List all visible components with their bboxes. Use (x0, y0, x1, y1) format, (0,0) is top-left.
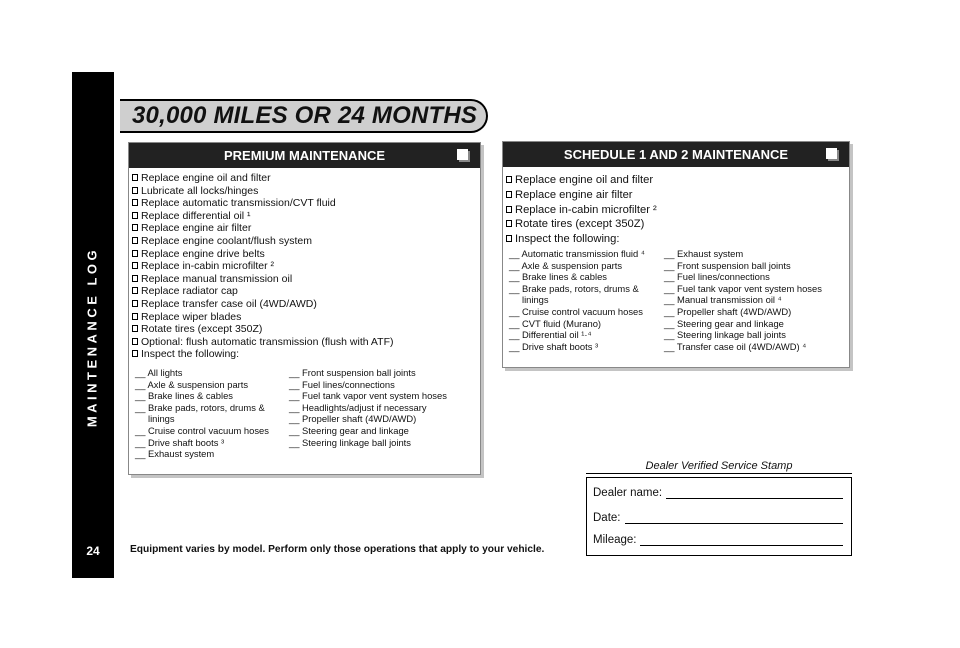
inspect-item: __ Steering linkage ball joints (664, 329, 786, 341)
checkbox-icon[interactable] (132, 237, 138, 244)
premium-header-text: PREMIUM MAINTENANCE (223, 148, 386, 163)
date-field[interactable] (593, 511, 843, 524)
task-item (506, 232, 657, 247)
task-label: Replace engine air filter (141, 222, 252, 235)
checkbox-icon[interactable] (132, 212, 138, 219)
inspect-item: __ Headlights/adjust if necessary (289, 401, 427, 413)
inspect-item: __ Brake lines & cables (509, 271, 607, 283)
task-item (132, 285, 393, 298)
premium-inspect-right (289, 367, 447, 448)
task-label: Replace wiper blades (141, 310, 242, 323)
inspect-item: __ Propeller shaft (4WD/AWD) (289, 413, 417, 425)
dealer-name-label: Dealer name: (593, 487, 663, 499)
checkbox-icon[interactable] (132, 187, 138, 194)
task-item (132, 185, 393, 198)
schedule-header (503, 142, 849, 167)
task-label: Replace in-cabin microfilter ² (141, 260, 275, 273)
task-label: Replace engine oil and filter (141, 172, 271, 184)
task-item (132, 235, 393, 248)
stamp-title: Dealer Verified Service Stamp (645, 460, 793, 472)
inspect-item: __ Exhaust system (664, 248, 744, 259)
checkbox-icon[interactable] (506, 235, 512, 242)
premium-inspect-left (135, 367, 269, 460)
inspect-item: __ Drive shaft boots ³ (135, 436, 225, 448)
task-label: Lubricate all locks/hinges (141, 184, 259, 197)
task-item (506, 203, 657, 218)
sidebar-title: MAINTENANCE LOG (84, 246, 100, 428)
task-item (132, 323, 393, 336)
checkbox-icon[interactable] (132, 325, 138, 332)
task-item (132, 248, 393, 261)
task-item (132, 273, 393, 286)
checkbox-icon[interactable] (132, 313, 138, 320)
date-line[interactable] (625, 511, 844, 524)
task-label: Replace engine coolant/flush system (141, 234, 313, 247)
checkbox-icon (826, 148, 837, 159)
inspect-item: __ Cruise control vacuum hoses (509, 305, 643, 317)
task-label: Replace radiator cap (141, 285, 238, 298)
task-label: Replace engine drive belts (141, 247, 265, 260)
task-label: Replace manual transmission oil (141, 272, 293, 285)
inspect-item: __ Front suspension ball joints (664, 259, 791, 271)
inspect-item: __ Transfer case oil (4WD/AWD) ⁴ (664, 340, 807, 352)
premium-header (129, 143, 480, 168)
inspect-item: linings (148, 413, 175, 425)
checkbox-icon[interactable] (132, 174, 138, 181)
inspect-item: __ Front suspension ball joints (289, 367, 416, 378)
task-label: Inspect the following: (141, 348, 240, 361)
inspect-item: __ Fuel tank vapor vent system hoses (289, 390, 447, 402)
task-label: Optional: flush automatic transmission (flush with ATF) (141, 335, 394, 348)
task-item (132, 348, 393, 361)
checkbox-icon[interactable] (132, 224, 138, 231)
page-number: 24 (86, 544, 100, 558)
schedule-inspect-right (664, 248, 822, 352)
inspect-item: __ Brake lines & cables (135, 390, 233, 402)
checkbox-icon[interactable] (132, 275, 138, 282)
task-item (132, 336, 393, 349)
inspect-item: __ Automatic transmission fluid ⁴ (509, 248, 645, 259)
inspect-item: __ Differential oil ¹·⁴ (509, 329, 592, 341)
inspect-item: __ Steering linkage ball joints (289, 436, 411, 448)
checkbox-icon[interactable] (506, 206, 512, 213)
inspect-item: __ Cruise control vacuum hoses (135, 424, 269, 436)
task-label: Replace transfer case oil (4WD/AWD) (141, 297, 317, 310)
task-label: Replace differential oil ¹ (141, 209, 251, 222)
task-label: Rotate tires (except 350Z) (141, 323, 263, 336)
mileage-line[interactable] (640, 533, 843, 546)
premium-maintenance-box (128, 142, 481, 475)
checkbox-icon[interactable] (132, 338, 138, 345)
task-item (506, 217, 657, 232)
task-item (506, 188, 657, 203)
schedule-inspect-left (509, 248, 645, 352)
inspect-item: __ Fuel lines/connections (289, 378, 395, 390)
inspect-item: __ Steering gear and linkage (664, 317, 784, 329)
checkbox-icon[interactable] (132, 250, 138, 257)
inspect-item: __ All lights (135, 367, 183, 378)
stamp-title-rule (586, 473, 852, 474)
task-label: Inspect the following: (515, 233, 620, 246)
dealer-stamp-box (586, 477, 852, 556)
checkbox-icon[interactable] (132, 199, 138, 206)
checkbox-icon[interactable] (506, 176, 512, 183)
inspect-item: __ CVT fluid (Murano) (509, 317, 602, 329)
inspect-item: __ Manual transmission oil ⁴ (664, 294, 782, 306)
schedule-header-text: SCHEDULE 1 AND 2 MAINTENANCE (563, 147, 789, 162)
inspect-item: __ Fuel lines/connections (664, 271, 770, 283)
task-item (132, 172, 393, 185)
checkbox-icon[interactable] (506, 191, 512, 198)
task-item (506, 173, 657, 188)
inspect-item: __ Exhaust system (135, 448, 215, 460)
inspect-item: __ Steering gear and linkage (289, 424, 409, 436)
inspect-item: __ Brake pads, rotors, drums & (509, 282, 639, 294)
task-label: Replace automatic transmission/CVT fluid (141, 197, 336, 210)
mileage-label: Mileage: (593, 534, 637, 546)
task-item (132, 260, 393, 273)
inspect-item: linings (522, 294, 549, 306)
task-item (132, 197, 393, 210)
dealer-name-line[interactable] (666, 486, 843, 499)
inspect-item: __ Axle & suspension parts (135, 378, 249, 390)
checkbox-icon[interactable] (132, 350, 138, 357)
task-label: Replace in-cabin microfilter ² (515, 203, 657, 216)
checkbox-icon[interactable] (132, 287, 138, 294)
checkbox-icon[interactable] (132, 262, 138, 269)
inspect-item: __ Brake pads, rotors, drums & (135, 401, 265, 413)
footer-note: Equipment varies by model. Perform only those operations that apply to your vehicle. (130, 544, 545, 555)
schedule-maintenance-box (502, 141, 850, 368)
inspect-item: __ Axle & suspension parts (509, 259, 623, 271)
task-label: Rotate tires (except 350Z) (515, 218, 645, 231)
task-item (132, 210, 393, 223)
task-item (132, 311, 393, 324)
task-label: Replace engine oil and filter (515, 174, 654, 186)
task-label: Replace engine air filter (515, 188, 633, 201)
mileage-banner (120, 99, 488, 133)
dealer-name-field[interactable] (593, 486, 843, 499)
premium-task-list (132, 172, 393, 361)
schedule-task-list (506, 173, 657, 247)
date-label: Date: (593, 512, 621, 524)
inspect-item: __ Fuel tank vapor vent system hoses (664, 282, 822, 294)
checkbox-icon[interactable] (132, 300, 138, 307)
inspect-item: __ Drive shaft boots ³ (509, 340, 599, 352)
checkbox-icon[interactable] (506, 220, 512, 227)
task-item (132, 298, 393, 311)
task-item (132, 222, 393, 235)
checkbox-icon (457, 149, 468, 160)
mileage-field[interactable] (593, 533, 843, 546)
inspect-item: __ Propeller shaft (4WD/AWD) (664, 305, 792, 317)
banner-title: 30,000 MILES OR 24 MONTHS (132, 102, 478, 129)
